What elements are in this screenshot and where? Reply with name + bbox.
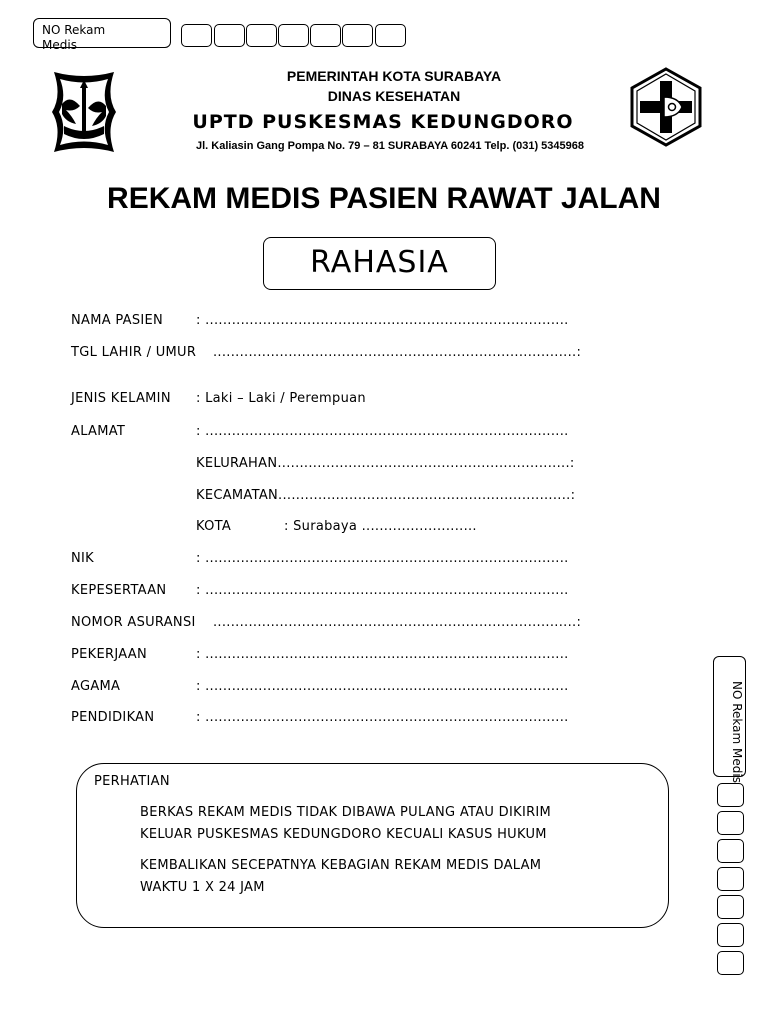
kota-label: KOTA	[196, 519, 232, 534]
no-rekam-medis-box	[33, 18, 171, 52]
pekerjaan-label: PEKERJAAN	[71, 647, 148, 662]
kota-field[interactable]: : Surabaya ..........................	[284, 519, 477, 534]
pendidikan-field[interactable]: : ..................................................................................	[196, 710, 569, 725]
facility-address: Jl. Kaliasin Gang Pompa No. 79 – 81 SURABAYA 60241 Telp. (031) 5345968	[195, 140, 585, 152]
pekerjaan-field[interactable]: : ..................................................................................	[196, 647, 569, 662]
kepesertaan-label: KEPESERTAAN	[71, 583, 167, 598]
no-rekam-medis-label: NO Rekam Medis	[42, 23, 106, 52]
rm-digit-box[interactable]	[181, 24, 212, 47]
rm-digit-box[interactable]	[278, 24, 309, 47]
rm-digit-box[interactable]	[310, 24, 341, 47]
department-name: DINAS KESEHATAN	[327, 88, 461, 104]
alamat-label: ALAMAT	[71, 424, 126, 439]
nik-field[interactable]: : ..................................................................................	[196, 551, 569, 566]
side-rm-digit-box[interactable]	[717, 895, 744, 919]
notice-line: WAKTU 1 X 24 JAM	[140, 880, 265, 895]
agama-label: AGAMA	[71, 679, 121, 694]
side-no-rekam-medis-tab	[713, 656, 746, 783]
nama-field[interactable]: : ..................................................................................	[196, 313, 569, 328]
side-no-rekam-medis-label: NO Rekam Medis	[730, 681, 744, 783]
confidential-label: RAHASIA	[310, 245, 449, 280]
notice-heading: PERHATIAN	[94, 774, 170, 789]
side-rm-digit-box[interactable]	[717, 867, 744, 891]
puskesmas-logo-icon	[626, 67, 706, 147]
side-rm-digit-box[interactable]	[717, 951, 744, 975]
alamat-field[interactable]: : ..................................................................................	[196, 424, 569, 439]
nomor-asuransi-label: NOMOR ASURANSI	[71, 615, 196, 630]
side-rm-digit-box[interactable]	[717, 811, 744, 835]
nik-label: NIK	[71, 551, 94, 566]
jenis-kelamin-field[interactable]: : Laki – Laki / Perempuan	[196, 391, 366, 406]
side-rm-digit-box[interactable]	[717, 783, 744, 807]
notice-line: KELUAR PUSKESMAS KEDUNGDORO KECUALI KASUS HUKUM	[140, 827, 547, 842]
notice-box	[76, 763, 669, 928]
rm-digit-box[interactable]	[375, 24, 406, 47]
side-rm-digit-box[interactable]	[717, 839, 744, 863]
side-rm-digit-box[interactable]	[717, 923, 744, 947]
kelurahan-field[interactable]: KELURAHAN..................................................................:	[196, 456, 575, 471]
rm-digit-box[interactable]	[342, 24, 373, 47]
rm-digit-box[interactable]	[214, 24, 245, 47]
pendidikan-label: PENDIDIKAN	[71, 710, 155, 725]
nama-label: NAMA PASIEN	[71, 313, 164, 328]
nomor-asuransi-field[interactable]: ..................................................................................:	[213, 615, 582, 630]
facility-name: UPTD PUSKESMAS KEDUNGDORO	[192, 111, 574, 133]
jenis-kelamin-label: JENIS KELAMIN	[71, 391, 171, 406]
document-title: REKAM MEDIS PASIEN RAWAT JALAN	[107, 182, 661, 215]
kecamatan-field[interactable]: KECAMATAN..................................................................:	[196, 488, 576, 503]
tgl-lahir-label: TGL LAHIR / UMUR	[71, 345, 197, 360]
confidential-box	[263, 237, 496, 290]
rm-digit-box[interactable]	[246, 24, 277, 47]
government-name: PEMERINTAH KOTA SURABAYA	[286, 68, 502, 84]
agama-field[interactable]: : ..................................................................................	[196, 679, 569, 694]
notice-line: BERKAS REKAM MEDIS TIDAK DIBAWA PULANG ATAU DIKIRIM	[140, 805, 552, 820]
tgl-lahir-field[interactable]: ..................................................................................:	[213, 345, 582, 360]
notice-line: KEMBALIKAN SECEPATNYA KEBAGIAN REKAM MEDIS DALAM	[140, 858, 542, 873]
kepesertaan-field[interactable]: : ..................................................................................	[196, 583, 569, 598]
